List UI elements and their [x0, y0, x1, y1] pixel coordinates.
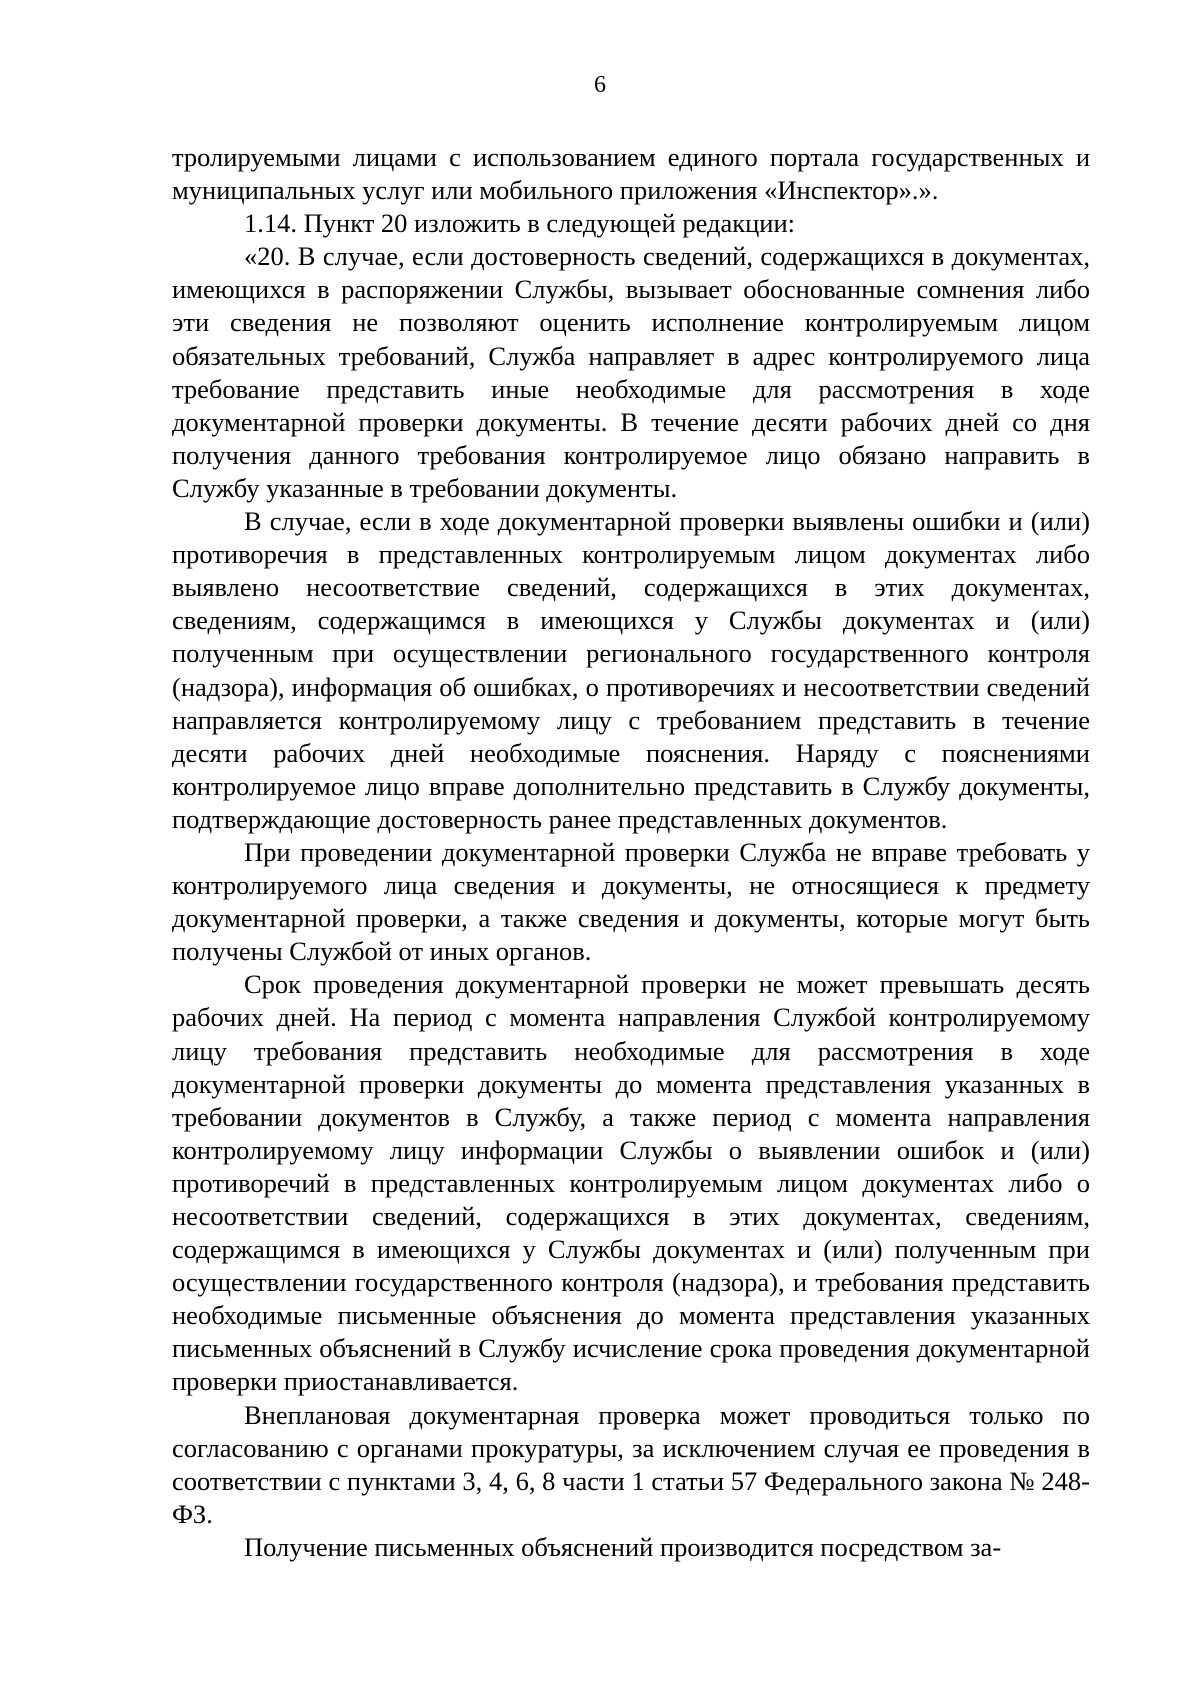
paragraph: В случае, если в ходе документарной проверки выявлены ошибки и (или) противоречия в представленных контролируемым лицом документах либо выявлено несоответствие сведений, содержащихся в этих документах, сведениям, содержащимся в имеющихся у Службы документах и (или) полученным при осуществлении регионального государственного контроля (надзора), информация об ошибках, о противоречиях и несоответствии сведений направляется контролируемому лицу с требованием представить в течение десяти рабочих дней необходимые пояснения. Наряду с пояснениями контролируемое лицо вправе дополнительно представить в Службу документы, подтверждающие достоверность ранее представленных документов. [172, 506, 1090, 834]
paragraph: При проведении документарной проверки Служба не вправе требовать у контролируемого лица сведения и документы, не относящиеся к предмету документарной проверки, а также сведения и документы, которые могут быть получены Службой от иных органов. [172, 836, 1090, 967]
paragraph: тролируемыми лицами с использованием единого портала государственных и муниципальных услуг или мобильного приложения «Инспектор».». [172, 142, 1090, 206]
paragraph: Срок проведения документарной проверки не может превышать десять рабочих дней. На период с момента направления Службой контролируемому лицу требования представить необходимые для рассмотрения в ходе документарной проверки документы до момента представления указанных в требовании документов в Службу, а также период с момента направления контролируемому лицу информации Службы о выявлении ошибок и (или) противоречий в представленных контролируемым лицом документах либо о несоответствии сведений, содержащихся в этих документах, сведениям, содержащимся в имеющихся у Службы документах и (или) полученным при осуществлении государственного контроля (надзора), и требования представить необходимые письменные объяснения до момента представления указанных письменных объяснений в Службу исчисление срока проведения документарной проверки приостанавливается. [172, 969, 1090, 1397]
page-number: 6 [594, 72, 606, 98]
paragraph: «20. В случае, если достоверность сведений, содержащихся в документах, имеющихся в распоряжении Службы, вызывает обоснованные сомнения либо эти сведения не позволяют оценить исполнение контролируемым лицом обязательных требований, Служба направляет в адрес контролируемого лица требование представить иные необходимые для рассмотрения в ходе документарной проверки документы. В течение десяти рабочих дней со дня получения данного требования контролируемое лицо обязано направить в Службу указанные в требовании документы. [172, 241, 1090, 503]
document-body [172, 141, 1090, 1564]
paragraph: Получение письменных объяснений производится посредством за- [244, 1531, 1002, 1562]
paragraph: Внеплановая документарная проверка может проводиться только по согласованию с органами прокуратуры, за исключением случая ее проведения в соответствии с пунктами 3, 4, 6, 8 части 1 статьи 57 Федерального закона № 248-ФЗ. [172, 1399, 1090, 1529]
paragraph: 1.14. Пункт 20 изложить в следующей редакции: [244, 208, 796, 239]
